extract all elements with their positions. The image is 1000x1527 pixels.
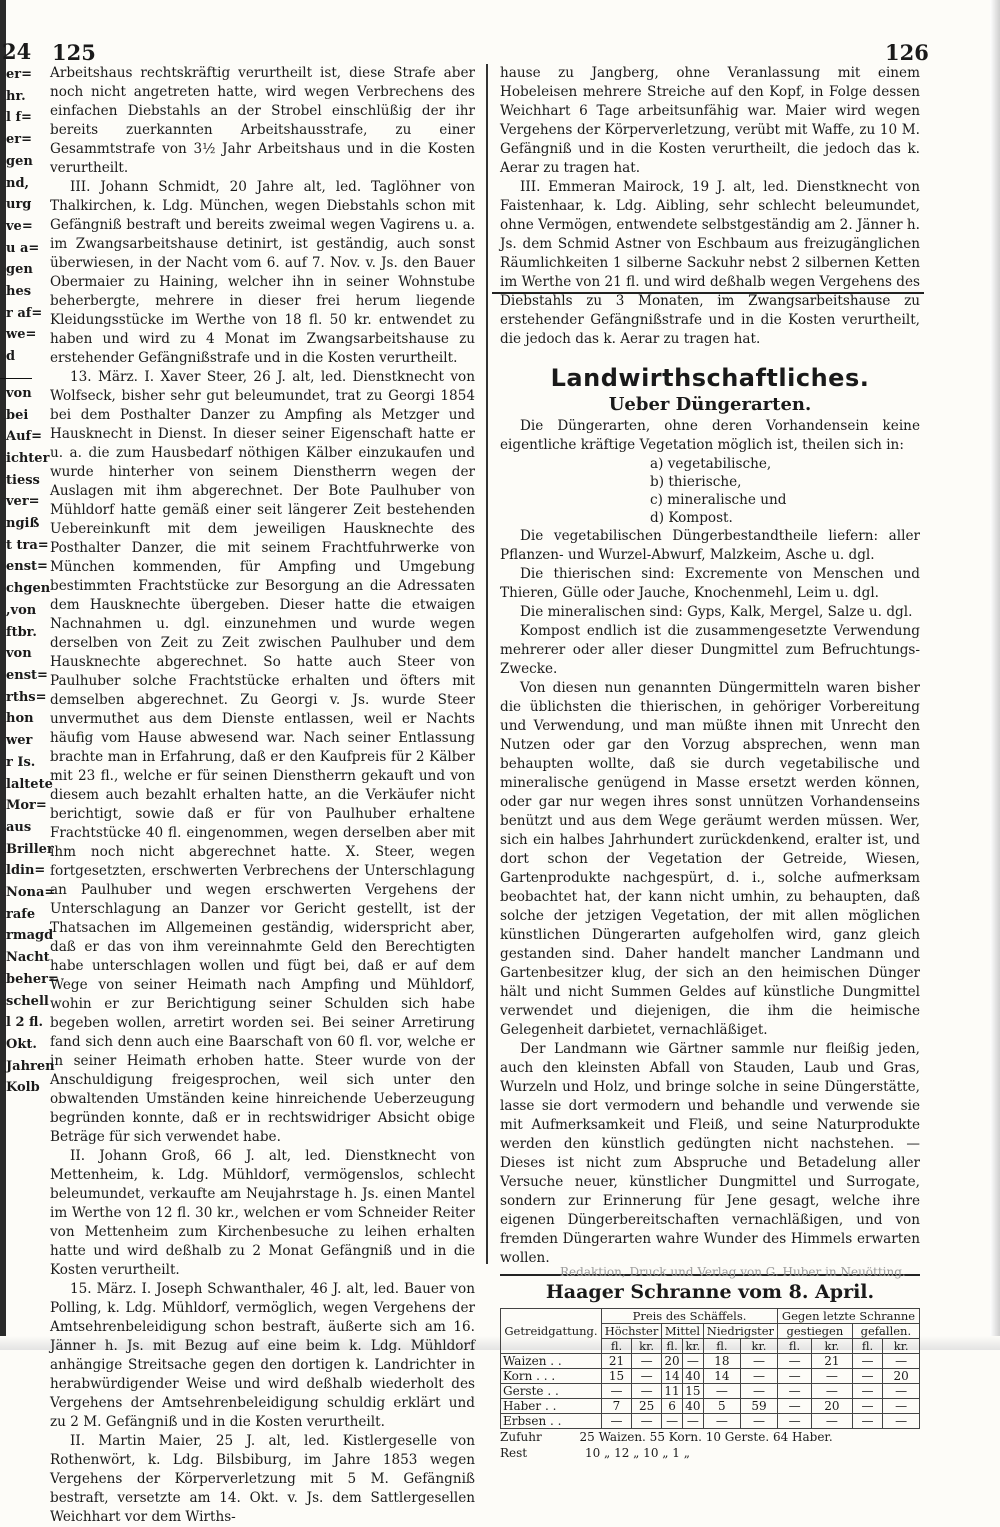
- gutter-line: hes: [6, 284, 32, 300]
- table-row: [501, 1384, 920, 1399]
- unit-header: kr.: [740, 1339, 777, 1354]
- grain-name: Korn . . .: [501, 1369, 602, 1384]
- gutter-line: Kolb: [6, 1080, 40, 1096]
- list-item: d) Kompost.: [650, 510, 733, 526]
- imprint-bleed-through: Redaktion, Druck und Verlag von G. Huber in Neuötting.: [560, 1265, 906, 1279]
- gutter-line: l 2 fl.: [6, 1015, 44, 1031]
- table-cell: —: [778, 1354, 812, 1369]
- table-cell: —: [601, 1414, 631, 1429]
- gutter-line: Nona=: [6, 885, 56, 901]
- table-cell: 21: [812, 1354, 853, 1369]
- gutter-line: Auf=: [6, 429, 43, 445]
- gutter-line: beher=: [6, 971, 59, 987]
- gutter-line: laltete: [6, 776, 53, 792]
- gutter-line: chgen: [6, 581, 51, 597]
- gutter-line: l f=: [6, 110, 32, 126]
- gutter-line: t tra=: [6, 537, 49, 553]
- grain-name: Erbsen . .: [501, 1414, 602, 1429]
- table-cell: 40: [682, 1369, 703, 1384]
- market-table: [500, 1308, 920, 1429]
- gutter-line: hr.: [6, 88, 26, 104]
- gutter-line: rmagd: [6, 928, 54, 944]
- rest-values: 10 „ 12 „ 10 „ 1 „: [584, 1446, 690, 1460]
- gutter-line: nd,: [6, 175, 30, 191]
- gutter-line: gen: [6, 153, 33, 169]
- list-item: b) thierische,: [650, 474, 742, 490]
- body-paragraph: Kompost endlich ist die zusammengesetzte Verwendung mehrerer oder aller dieser Dungmittel zum Befruchtungs-Zwecke.: [500, 623, 920, 677]
- page-number-right: 126: [885, 40, 929, 65]
- gutter-previous-page: [0, 39, 59, 1096]
- gutter-line: r af=: [6, 305, 43, 321]
- page-edge-right: [990, 0, 1000, 1350]
- table-cell: —: [852, 1354, 883, 1369]
- gutter-line: wer: [6, 733, 33, 749]
- unit-header: kr.: [883, 1339, 920, 1354]
- subheader: Mittel: [662, 1324, 704, 1339]
- body-paragraph: Der Landmann wie Gärtner sammle nur fleißig jeden, auch den kleinsten Abfall von Stauden, Laub und Gras, Wurzeln und Holz, und bringe solche in seine Düngerstätte, lasse sie dort vermodern und behandle und verwende sie mit Aufmerksamkeit und Fleiß, und seine Naturprodukte werden den künstlich gedüngten nicht nachstehen. — Dieses ist nicht zum Abspruche und Betadelung aller Versuche neuer, künstlicher Dungmittel und Surrogate, sondern zur Erinnerung für Jene gesagt, welche ihre eigenen Düngerbereitschaften vernachläßigen, und von fremden Düngerarten wahre Wunder des Himmels erwarten wollen.: [500, 1041, 920, 1266]
- table-row: [501, 1399, 920, 1414]
- body-paragraph: Die mineralischen sind: Gyps, Kalk, Mergel, Salze u. dgl.: [520, 604, 913, 620]
- table-cell: —: [883, 1414, 920, 1429]
- table-cell: —: [812, 1414, 853, 1429]
- table-cell: —: [740, 1384, 777, 1399]
- col2-paragraph: hause zu Jangberg, ohne Veranlassung mit einem Hobeleisen mehrere Streiche auf den Kopf, in Folge dessen Weichhart 6 Tage arbeitsunfähig war. Maier wird wegen Vergehens der Körperverletzung, verübt mit Waffe, zu 10 M. Gefängniß und in die Kosten verurtheilt, die jedoch das k. Aerar zu tragen hat.: [500, 65, 920, 176]
- table-cell: —: [852, 1414, 883, 1429]
- table-cell: —: [682, 1354, 703, 1369]
- intro-paragraph: Die Düngerarten, ohne deren Vorhandensein keine eigentliche kräftige Vegetation möglich ist, theilen sich in:: [500, 418, 920, 453]
- table-cell: —: [601, 1384, 631, 1399]
- table-cell: 18: [703, 1354, 740, 1369]
- col2-paragraph: III. Emmeran Mairock, 19 J. alt, led. Dienstknecht von Faistenhaar, k. Ldg. Aibling, sehr schlecht beleumundet, ohne Vermögen, entwendete selbstgeständig am 2. Jänner h. Js. dem Schmid Astner von Eschbaum aus freizugänglichen Räumlichkeiten 1 silberne Sackuhr nebst 2 silbernen Ketten im Werthe von 21 fl. und wird deßhalb wegen Vergehens des Diebstahls zu 3 Monaten, im Zwangsarbeitshause zu erstehender Gefängnißstrafe und in die Kosten verurtheilt, die jedoch das k. Aerar zu tragen hat.: [500, 179, 920, 347]
- gutter-line: ldin=: [6, 863, 46, 879]
- table-cell: —: [778, 1414, 812, 1429]
- table-row: [501, 1369, 920, 1384]
- col1-paragraph: 13. März. I. Xaver Steer, 26 J. alt, led. Dienstknecht von Wolfseck, bisher sehr gut beleumundet, trat zu Georgi 1854 bei dem Posthalter Danzer zu Ampfing als Metzger und Hausknecht in Dienst. In dieser seiner Eigenschaft hatte er u. a. die zum Hausbedarf nöthigen Kälber einzukaufen und wurde hinterher von seinem Dienstherrn wegen der Auslagen mit ihm abgerechnet. Der Bote Paulhuber von Mühldorf hatte gemäß einer seit längerer Zeit bestehenden Uebereinkunft mit dem jeweiligen Hausknechte des Posthalter Danzer, die mit seinem Frachtfuhrwerke von München kommenden, für Ampfing und Umgebung bestimmten Frachtstücke zur Besorgung an die Adressaten dem Hausknechte übergeben. Dieser hatte die etwaigen Nachnahmen u. dgl. einzunehmen und wurde wegen derselben von Zeit zu Zeit zwischen Paulhuber und dem Hausknechte abgerechnet. So hatte auch Steer von Paulhuber solche Frachtstücke erhalten und öfters mit demselben abgerechnet. Zu Georgi v. Js. wurde Steer unvermuthet aus dem Dienste entlassen, weil er Nachts häufig vom Hause abwesend war. Nach seiner Entlassung brachte man in Erfahrung, daß er den Kaufpreis für 2 Kälber mit 23 fl., welche er für seinen Dienstherrn gekauft und von diesem auch bezahlt erhalten hatte, an die Verkäufer nicht berichtigt, sowie daß er für von Paulhuber erhaltene Frachtstücke 40 fl. eingenommen, wegen derselben aber mit ihm noch nicht abgerechnet hatte. X. Steer, wegen fortgesetzten, erschwerten Verbrechens der Unterschlagung an Paulhuber und wegen erschwerten Vergehens der Unterschlagung an Danzer vor Gericht gestellt, ist der Thatsachen im Allgemeinen geständig, widerspricht aber, daß er das von ihm vereinnahmte Geld den Berechtigten habe unterschlagen wollen und fügt bei, daß er auf dem Wege von seiner Heimath nach Ampfing und Mühldorf, wohin er zur Berichtigung seiner Schulden sich habe begeben wollen, arretirt worden sei. Bei seiner Arretirung fand sich denn auch eine Baarschaft von 60 fl. vor, welche er in seiner Heimath erhoben hatte. Steer wurde von der Anschuldigung freigesprochen, weil sich unter den obwaltenden Umständen keine hinreichende Ueberzeugung begründen konnte, daß er in rechtswidriger Absicht obige Beträge für sich verwendet habe.: [50, 369, 475, 1145]
- col1-paragraph: Arbeitshaus rechtskräftig verurtheilt ist, diese Strafe aber noch nicht angetreten hatte, wird wegen Verbrechens des einfachen Diebstahls an der Strobel einschlüßig der ihr bereits zuerkannten Arbeitshausstrafe, zu einer Gesammtstrafe von 3½ Jahr Arbeitshaus und in die Kosten verurtheilt.: [50, 65, 475, 176]
- gutter-line: schell: [6, 993, 49, 1009]
- table-cell: —: [812, 1384, 853, 1399]
- gutter-line: enst=: [6, 667, 48, 683]
- table-cell: —: [632, 1354, 662, 1369]
- column-divider: [486, 64, 488, 1264]
- table-cell: —: [852, 1384, 883, 1399]
- subheader: Höchster: [601, 1324, 661, 1339]
- gutter-line: ftbr.: [6, 624, 37, 640]
- grain-name: Gerste . .: [501, 1384, 602, 1399]
- table-cell: 20: [883, 1369, 920, 1384]
- unit-header: fl.: [662, 1339, 683, 1354]
- gutter-line: er=: [6, 132, 33, 148]
- unit-header: fl.: [778, 1339, 812, 1354]
- rest-row: [500, 1445, 920, 1461]
- table-cell: 14: [703, 1369, 740, 1384]
- header-compare: Gegen letzte Schranne: [778, 1309, 920, 1324]
- table-row: [501, 1414, 920, 1429]
- gutter-line: r Is.: [6, 754, 36, 770]
- gutter-line: tiess: [6, 472, 40, 488]
- grain-name: Waizen . .: [501, 1354, 602, 1369]
- gutter-line: ve=: [6, 218, 33, 234]
- table-cell: —: [883, 1384, 920, 1399]
- table-cell: —: [778, 1384, 812, 1399]
- gutter-line: ngiß: [6, 516, 40, 532]
- unit-header: fl.: [703, 1339, 740, 1354]
- market-title: Haager Schranne vom 8. April.: [545, 1281, 875, 1303]
- gutter-line: Briller: [6, 841, 54, 857]
- unit-header: kr.: [632, 1339, 662, 1354]
- gutter-line: enst=: [6, 559, 48, 575]
- table-cell: —: [703, 1414, 740, 1429]
- table-cell: 11: [662, 1384, 683, 1399]
- table-cell: 40: [682, 1399, 703, 1414]
- supply-values: 25 Waizen. 55 Korn. 10 Gerste. 64 Haber.: [579, 1430, 833, 1444]
- subheader: gefallen.: [852, 1324, 919, 1339]
- gutter-page-number: 24: [2, 39, 32, 64]
- gutter-line: von: [6, 385, 32, 401]
- table-cell: 6: [662, 1399, 683, 1414]
- gutter-line: ver=: [6, 494, 40, 510]
- unit-header: fl.: [601, 1339, 631, 1354]
- page-number-left: 125: [52, 40, 96, 65]
- supply-row: [500, 1429, 920, 1445]
- rest-label: Rest: [500, 1446, 528, 1460]
- table-cell: —: [778, 1399, 812, 1414]
- gutter-line: ,von: [6, 602, 37, 618]
- table-cell: —: [740, 1414, 777, 1429]
- list-item: a) vegetabilische,: [650, 456, 772, 472]
- column-left: [50, 64, 475, 1527]
- table-row: [501, 1354, 920, 1369]
- table-cell: 5: [703, 1399, 740, 1414]
- gutter-lines: [0, 64, 59, 1099]
- gutter-line: bei: [6, 407, 29, 423]
- table-cell: —: [852, 1369, 883, 1384]
- col1-paragraph: III. Johann Schmidt, 20 Jahre alt, led. Taglöhner von Thalkirchen, k. Ldg. München, wegen Diebstahls schon mit Gefängniß bestraft und bereits zweimal wegen Vagirens u. a. im Zwangsarbeitshause detinirt, ist geständig, auch sonst überwiesen, in der Nacht vom 6. auf 7. Nov. v. Js. den Bauer Obermaier zu Haining, welcher ihn in seiner Wohnstube beherbergte, mehrere in dieser frei herum liegende Kleidungsstücke im Werthe von 18 fl. 50 kr. entwendet zu haben und wird zu 4 Monat im Zwangsarbeitshause zu erstehender Gefängnißstrafe und in die Kosten verurtheilt.: [50, 179, 475, 366]
- table-cell: —: [883, 1399, 920, 1414]
- unit-header: kr.: [682, 1339, 703, 1354]
- gutter-line: er=: [6, 67, 33, 82]
- gutter-line: u a=: [6, 240, 40, 256]
- fertilizer-list: [650, 455, 920, 527]
- col1-paragraph: II. Martin Maier, 25 J. alt, led. Kistlergeselle von Rothenwört, k. Ldg. Bilsbiburg, im Jahre 1853 wegen Vergehens der Körperverletzung mit 5 M. Gefängniß bestraft, versetzte am 14. Okt. v. Js. dem Sattlergesellen Weichhart vor dem Wirths-: [50, 1433, 475, 1525]
- table-cell: 20: [662, 1354, 683, 1369]
- table-cell: 59: [740, 1399, 777, 1414]
- table-cell: —: [632, 1384, 662, 1399]
- table-cell: —: [632, 1369, 662, 1384]
- table-cell: —: [632, 1414, 662, 1429]
- gutter-line: hon: [6, 711, 34, 727]
- gutter-line: aus: [6, 819, 32, 835]
- list-item: c) mineralische und: [650, 492, 787, 508]
- table-cell: 15: [601, 1369, 631, 1384]
- header-grain: Getreidgattung.: [501, 1309, 602, 1354]
- col1-paragraph: II. Johann Groß, 66 J. alt, led. Dienstknecht von Mettenheim, k. Ldg. Mühldorf, vermögenslos, schlecht beleumundet, verkaufte am Neujahrstage h. Js. einen Mantel im Werthe von 12 fl. 30 kr., welchen er vom Schneider Reiter von Mettenheim zum Kirchenbesuche zu leihen erhalten hatte und wird deßhalb zu 2 Monat Gefängniß und in die Kosten verurtheilt.: [50, 1148, 475, 1278]
- unit-header: fl.: [852, 1339, 883, 1354]
- table-cell: 20: [812, 1399, 853, 1414]
- table-cell: 14: [662, 1369, 683, 1384]
- subheader: Niedrigster: [703, 1324, 777, 1339]
- supply-label: Zufuhr: [500, 1430, 542, 1444]
- gutter-line: ichter: [6, 450, 50, 466]
- gutter-line: Nacht: [6, 950, 50, 966]
- table-cell: 7: [601, 1399, 631, 1414]
- gutter-line: urg: [6, 197, 32, 213]
- body-paragraph: Von diesen nun genannten Düngermitteln waren bisher die üblichsten die thierischen, in gehöriger Vorbereitung und Verwendung, und man müßte ihnen mit Unrecht den Nutzen oder gar den Vorzug absprechen, wenn man behaupten wollte, daß sie durch vegetabilische und mineralische genügend in Masse ersetzt werden können, oder gar nur wegen ihres sonst unnützen Vorhandenseins benützt und aus dem Wege geräumt werden müssen. Wer, sich ein halbes Jahrhundert zurückdenkend, eralter ist, und dort schon der Vegetation der Getreide, Wiesen, Gartenprodukte nachgespürt, d. i., solche aufmerksam beobachtet hat, der kann nicht umhin, zu behaupten, daß solche der jetzigen Vegetation, der mit allen möglichen künstlichen Düngerarten aufgeholfen wird, ganz gleich gestanden sind. Daher handelt mancher Landmann und Gartenbesitzer klug, der sich an den heimischen Dünger hält und nicht Summen Geldes auf künstliche Dungmittel verwendet und diejenigen, die ihm die heimische Gelegenheit darbietet, vernachläßiget.: [500, 680, 920, 1038]
- section-title: Landwirthschaftliches.: [550, 364, 870, 392]
- table-cell: —: [778, 1369, 812, 1384]
- grain-name: Haber . .: [501, 1399, 602, 1414]
- gutter-line: we=: [6, 327, 37, 343]
- table-cell: —: [740, 1369, 777, 1384]
- table-cell: —: [852, 1399, 883, 1414]
- gutter-line: von: [6, 646, 32, 662]
- table-cell: 21: [601, 1354, 631, 1369]
- unit-header: kr.: [812, 1339, 853, 1354]
- table-cell: —: [662, 1414, 683, 1429]
- gutter-line: Mor=: [6, 798, 47, 814]
- body-paragraph: Die thierischen sind: Excremente von Menschen und Thieren, Gülle oder Jauche, Knochenmehl, Leim u. dgl.: [500, 566, 920, 601]
- subheader: gestiegen: [778, 1324, 853, 1339]
- gutter-line: rafe: [6, 906, 36, 922]
- table-cell: —: [812, 1369, 853, 1384]
- gutter-line: Okt.: [6, 1036, 37, 1052]
- header-price: Preis des Schäffels.: [601, 1309, 777, 1324]
- gutter-line: d: [6, 349, 16, 365]
- table-cell: —: [883, 1354, 920, 1369]
- gutter-rule: [0, 378, 32, 379]
- table-cell: —: [682, 1414, 703, 1429]
- table-cell: —: [740, 1354, 777, 1369]
- column-right: [500, 64, 920, 1461]
- table-cell: 25: [632, 1399, 662, 1414]
- table-cell: —: [703, 1384, 740, 1399]
- body-paragraph: Die vegetabilischen Düngerbestandtheile liefern: aller Pflanzen- und Wurzel-Abwurf, Malzkeim, Asche u. dgl.: [500, 528, 920, 563]
- col1-paragraph: 15. März. I. Joseph Schwanthaler, 46 J. alt, led. Bauer von Polling, k. Ldg. Mühldorf, vermöglich, wegen Vergehens der Amtsehrenbeleidigung schon bestraft, äußerte sich am 16. Jänner h. Js. mit Bezug auf eine beim k. Ldg. Mühldorf anhängige Streitsache gegen den dortigen k. Landrichter in herabwürdigender Weise und wird deßhalb wiederholt des Vergehens der Amtsehrenbeleidigung schuldig erklärt und zu 2 M. Gefängniß und in die Kosten verurtheilt.: [50, 1281, 475, 1430]
- gutter-line: rths=: [6, 689, 47, 705]
- table-cell: 15: [682, 1384, 703, 1399]
- gutter-line: gen: [6, 262, 33, 278]
- section-subtitle: Ueber Düngerarten.: [608, 394, 812, 415]
- gutter-line: Jahren: [6, 1058, 55, 1074]
